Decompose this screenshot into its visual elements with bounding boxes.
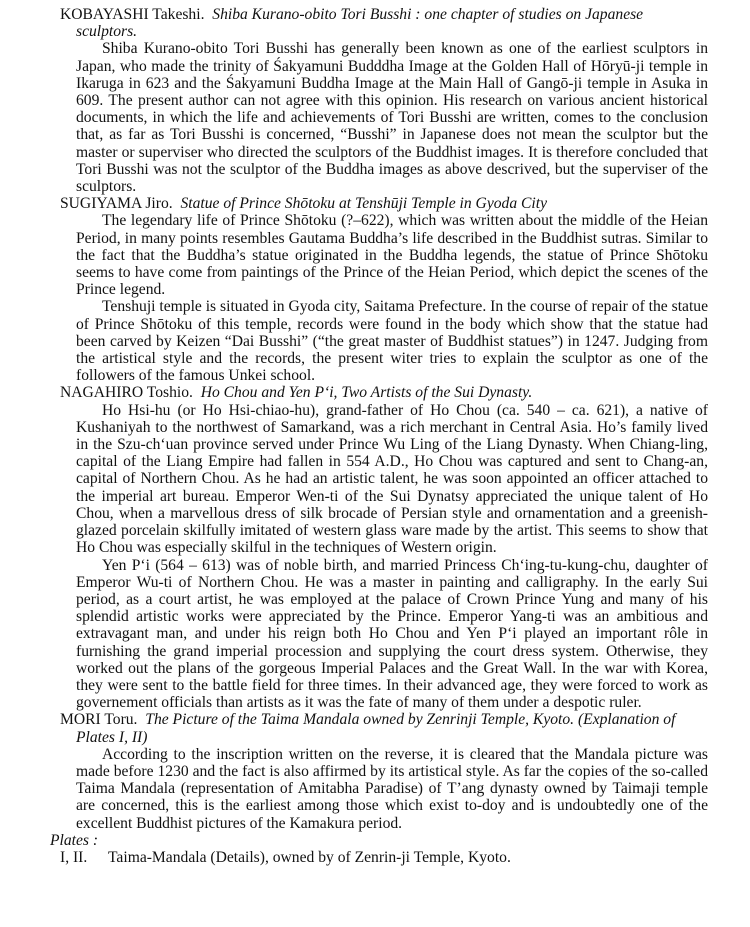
entry-paragraph: The legendary life of Prince Shōtoku (?–622), which was written about the middle of the Heian Period, in many points resembles Gautama Buddha’s life described in the Buddhist sutras. Similar to the fact that the Buddha’s statue originated in the Buddha legends, the statue of Prince Shōtoku seems to have come from paintings of the Prince of the Heian Period, which depict the scenes of the Prince legend. (76, 212, 708, 299)
entry-sugiyama (60, 195, 708, 384)
entry-paragraph: Yen P‘i (564 – 613) was of noble birth, and married Princess Ch‘ing-tu-kung-chu, daughter of Emperor Wu-ti of Northern Chou. He was a master in painting and calligraphy. In the early Sui period, as a court artist, he was employed at the palace of Crown Prince Yung and many of his splendid artistic works were appreciated by the Prince. Emperor Yang-ti was an ambitious and extravagant man, and under his reign both Ho Chou and Yen P‘i played an important rôle in furnishing the grand imperial procession and supplying the court dress system. Otherwise, they worked out the plans of the gorgeous Imperial Palaces and the Great Wall. In the war with Korea, they were sent to the battle field for three times. In their advanced age, they were forced to work as governement officials than artists as it was the fate of many of them under a despotic ruler. (76, 556, 708, 712)
entry-mori (60, 711, 708, 831)
plates-label: Plates : (50, 831, 99, 849)
entry-heading (60, 195, 708, 212)
entry-title: Statue of Prince Shōtoku at Tenshūji Temple in Gyoda City (180, 195, 548, 213)
entry-paragraph: Shiba Kurano-obito Tori Busshi has generally been known as one of the earliest sculptors in Japan, who made the trinity of Śakyamuni Budddha Image at the Golden Hall of Hōryū-ji temple in Ikaruga in 623 and the Śakyamuni Buddha Image at the Main Hall of Gangō-ji temple in Asuka in 609. The present author can not agree with this opinion. His research on various ancient historical documents, in which the life and achievements of Tori Busshi are written, comes to the conclusion that, as far as Tori Busshi is concerned, “Busshi” in Japanese does not mean the sculptor but the master or superviser who directed the sculptors of the Buddhist images. It is therefore concluded that Tori Busshi was not the sculptor of the Buddha images as above descrived, but the superviser of the sculptors. (76, 40, 708, 196)
entry-paragraph: According to the inscription written on the reverse, it is cleared that the Mandala picture was made before 1230 and the fact is also affirmed by its artistical style. As far the copies of the so-called Taima Mandala (representation of Amitabha Paradise) of T’ang dynasty owned by Taimaji temple are concerned, this is the earliest among those which exist to-doy and is undoubtedly one of the excellent Buddhist pictures of the Kamakura period. (76, 745, 708, 832)
entry-heading (60, 711, 708, 745)
entry-paragraph: Ho Hsi-hu (or Ho Hsi-chiao-hu), grand-father of Ho Chou (ca. 540 – ca. 621), a native of Kushaniyah to the northwest of Samarkand, was a rich merchant in Central Asia. Ho’s family lived in the Szu-ch‘uan province served under Prince Wu Ling of the Liang Dynasty. When Chiang-ling, capital of the Liang Empire had fallen in 554 A.D., Ho Chou was captured and sent to Chang-an, capital of Northern Chou. As he had an artistic talent, he was soon appointed an officer attached to the imperial art bureau. Emperor Wen-ti of the Sui Dynatsy appreciated the unique talent of Ho Chou, when a marvellous dress of silk brocade of Persian style and ornamentation and a greenish-glazed porcelain skilfully imitated of western glass ware made by the artist. This seems to show that Ho Chou was especially skilful in the techniques of Western origin. (76, 401, 708, 557)
entry-heading (60, 6, 708, 40)
entry-title: Shiba Kurano-obito Tori Busshi : one chapter of studies on Japanese sculptors. (76, 6, 644, 41)
entry-title: Ho Chou and Yen P‘i, Two Artists of the Sui Dynasty. (200, 384, 533, 402)
plate-item (60, 849, 708, 866)
entry-author: KOBAYASHI Takeshi. (60, 6, 205, 23)
entry-title: The Picture of the Taima Mandala owned by Zenrinji Temple, Kyoto. (Explanation of Plates I, II) (76, 711, 676, 746)
entry-author: MORI Toru. (60, 711, 138, 729)
entry-author: NAGAHIRO Toshio. (60, 384, 193, 402)
entry-author: SUGIYAMA Jiro. (60, 195, 173, 213)
entry-paragraph: Tenshuji temple is situated in Gyoda city, Saitama Prefecture. In the course of repair of the statue of Prince Shōtoku of this temple, records were found in the body which show that the statue had been carved by Keizen “Dai Busshi” (“the great master of Buddhist statues”) in 1247. Judging from the artistical style and the records, the present witer tries to explain the sculptor as one of the followers of the famous Unkei school. (76, 298, 708, 385)
entry-heading (60, 384, 708, 401)
entry-nagahiro (60, 384, 708, 711)
entry-kobayashi (60, 6, 708, 195)
plates-section (50, 831, 708, 866)
plate-number: I, II. (60, 848, 88, 866)
plate-caption: Taima-Mandala (Details), owned by of Zenrin-ji Temple, Kyoto. (108, 848, 511, 866)
